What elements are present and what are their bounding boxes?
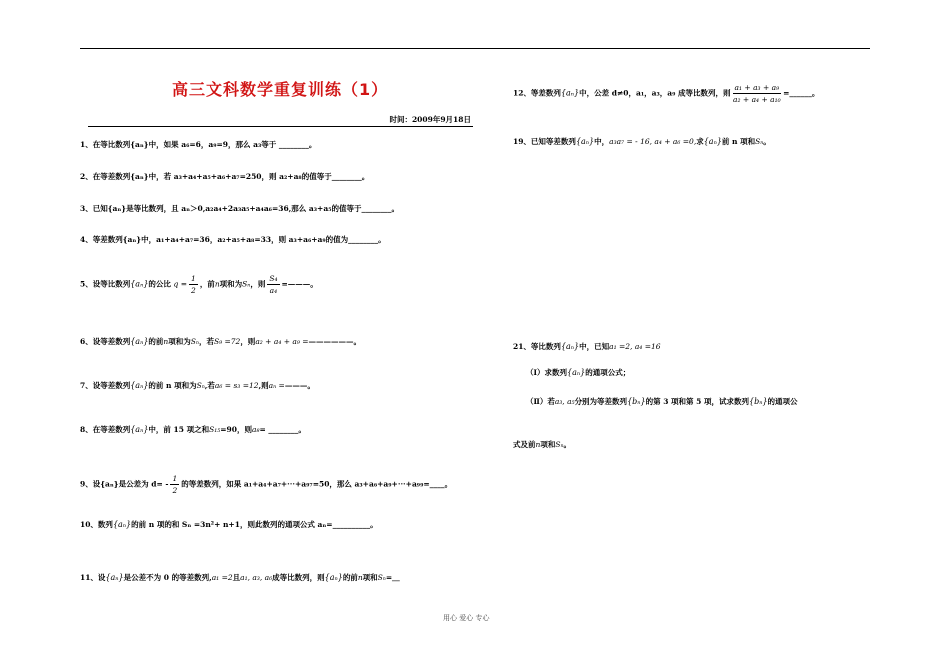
- fraction: $\frac{1}{2}$: [191, 274, 196, 295]
- page-footer: 用心 爱心 专心: [443, 614, 490, 622]
- question-12: 12、等差数列{aₙ}中，公差 d≠0，a₁，a₃，a₉ 成等比数列，则 $\frac{\text{a₁ + a₃ + a₉}}{\text{a₂ + a₄ + a₁₀}}$ =______。: [513, 83, 820, 104]
- date-text: 时间：2009年9月18日: [389, 115, 471, 124]
- question-21-part-1: （I）求数列{aₙ}的通项公式；: [526, 368, 631, 377]
- question-8: 8、在等差数列{aₙ}中，前 15 项之和S₁₅=90，则a₈= ________。: [80, 425, 306, 434]
- question-11: 11、设{aₙ}是公差不为 0 的等差数列,a₁ =2且a₁, a₃, a₆成等比数列，则{aₙ}的前n项和Sₙ=＿: [80, 573, 400, 582]
- question-5: 5、设等比数列{aₙ}的公比 q = $\frac{1}{2}$ ，前n项和为Sₙ，则 $\frac{\text{S₄}}{\text{a₄}}$ =———。: [80, 274, 318, 295]
- question-21-part-2: （Ⅱ）若a₃, a₅分别为等差数列{bₙ}的第 3 项和第 5 项，试求数列{bₙ}的通项公: [526, 397, 798, 406]
- top-rule: [80, 48, 870, 49]
- question-9: 9、设{aₙ}是公差为 d= - $\frac{1}{2}$ 的等差数列，如果 a₁+a₄+a₇+···+a₉₇=50，那么 a₃+a₆+a₉+···+a₉₉=____。: [80, 474, 453, 495]
- question-3: 3、已知{aₙ}是等比数列，且 aₙ＞0,a₂a₄+2a₃a₅+a₄a₆=36,那么 a₃+a₅的值等于________。: [80, 204, 399, 213]
- question-1: 1、在等比数列{aₙ}中，如果 a₆=6，a₉=9，那么 a₃等于 ________。: [80, 140, 317, 149]
- question-10: 10、数列{aₙ}的前 n 项的和 Sₙ =3n²+ n+1，则此数列的通项公式 aₙ=__________。: [80, 520, 378, 529]
- question-6: 6、设等差数列{aₙ}的前n项和为Sₙ，若S₉ =72，则a₂ + a₄ + a₉ =——————。: [80, 337, 362, 346]
- fraction: $\frac{1}{2}$: [172, 474, 178, 495]
- question-2: 2、在等差数列{aₙ}中，若 a₃+a₄+a₅+a₆+a₇=250，则 a₂+a₈的值等于________。: [80, 172, 370, 181]
- question-4: 4、等差数列{aₙ}中，a₁+a₄+a₇=36，a₂+a₅+a₈=33，则 a₃+a₆+a₉的值为________。: [80, 235, 386, 244]
- question-21-part-3: 式及前n项和Sₙ。: [513, 440, 572, 449]
- question-7: 7、设等差数列{aₙ}的前 n 项和为Sₙ,若a₆ = s₃ =12,则aₙ =———。: [80, 381, 315, 390]
- sequence-symbol: {aₙ}: [130, 279, 149, 289]
- fraction: $\frac{\text{a₁ + a₃ + a₉}}{\text{a₂ + a₄ + a₁₀}}$: [733, 83, 781, 104]
- question-19: 19、已知等差数列{aₙ}中，a₃a₇ = - 16, a₄ + a₆ =0,求{aₙ}前 n 项和Sₙ。: [513, 137, 771, 146]
- fraction: $\frac{\text{S₄}}{\text{a₄}}$: [269, 274, 278, 295]
- question-21: 21、等比数列{aₙ}中，已知a₁ =2, a₄ =16: [513, 342, 661, 351]
- page-title: 高三文科数学重复训练（1）: [172, 80, 389, 99]
- date-line: [88, 117, 473, 127]
